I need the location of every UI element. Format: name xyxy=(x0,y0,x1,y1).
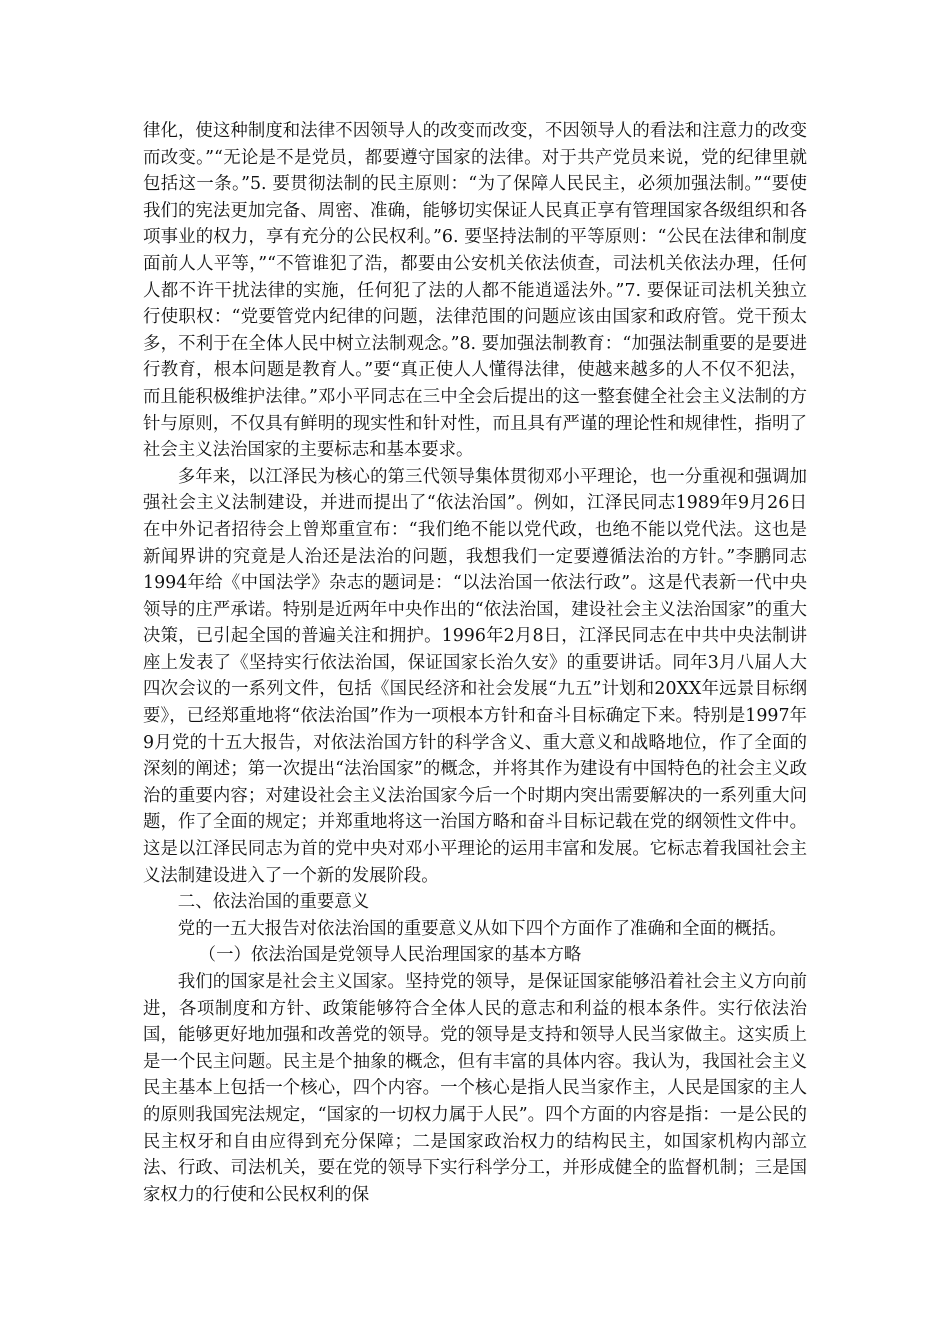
paragraph-4: 我们的国家是社会主义国家。坚持党的领导，是保证国家能够沿着社会主义方向前进，各项制度和方针、政策能够符合全体人民的意志和利益的根本条件。实行依法治国，能够更好地加强和改善党的领导。党的领导是支持和领导人民当家做主。这实质上是一个民主问题。民主是个抽象的概念，但有丰富的具体内容。我认为，我国社会主义民主基本上包括一个核心，四个内容。一个核心是指人民当家作主，人民是国家的主人的原则我国宪法规定，“国家的一切权力属于人民”。四个方面的内容是指：一是公民的民主权牙和自由应得到充分保障；二是国家政治权力的结构民主，如国家机构内部立法、行政、司法机关，要在党的领导下实行科学分工，并形成健全的监督机制；三是国家权力的行使和公民权利的保 xyxy=(143,972,807,1205)
document-page xyxy=(143,118,807,1208)
paragraph-3: 党的一五大报告对依法治国的重要意义从如下四个方面作了准确和全面的概括。 xyxy=(177,918,787,939)
paragraph-2: 多年来，以江泽民为核心的第三代领导集体贯彻邓小平理论，也一分重视和强调加强社会主义法制建设，并进而提出了“依法治国”。例如，江泽民同志1989年9月26日在中外记者招待会上曾郑重宣布：“我们绝不能以党代政，也绝不能以党代法。这也是新闻界讲的究竟是人治还是法治的问题，我想我们一定要遵循法治的方针。”李鹏同志1994年给《中国法学》杂志的题词是：“以法治国一依法行政”。这是代表新一代中央领导的庄严承诺。特别是近两年中央作出的“依法治国，建设社会主义法治国家”的重大决策，已引起全国的普遍关注和拥护。1996年2月8日，江泽民同志在中共中央法制讲座上发表了《坚持实行依法治国，保证国家长治久安》的重要讲话。同年3月八届人大四次会议的一系列文件，包括《国民经济和社会发展“九五”计划和20XX年远景目标纲要》，已经郑重地将“依法治国”作为一项根本方针和奋斗目标确定下来。特别是1997年9月党的十五大报告，对依法治国方针的科学含义、重大意义和战略地位，作了全面的深刻的阐述；第一次提出“法治国家”的概念，并将其作为建设有中国特色的社会主义政治的重要内容；对建设社会主义法治国家今后一个时期内突出需要解决的一系列重大问题，作了全面的规定；并郑重地将这一治国方略和奋斗目标记载在党的纲领性文件中。这是以江泽民同志为首的党中央对邓小平理论的运用丰富和发展。它标志着我国社会主义法制建设进入了一个新的发展阶段。 xyxy=(143,466,807,886)
subsection-heading-1: （一）依法治国是党领导人民治理国家的基本方略 xyxy=(198,945,582,966)
section-heading-2: 二、依法治国的重要意义 xyxy=(177,892,370,913)
paragraph-1: 律化，使这种制度和法律不因领导人的改变而改变，不因领导人的看法和注意力的改变而改变。”“无论是不是党员，都要遵守国家的法律。对于共产党员来说，党的纪律里就包括这一条。”5. 要贯彻法制的民主原则：“为了保障人民民主，必须加强法制。”“要使我们的宪法更加完备、周密、准确，能够切实保证人民真正享有管理国家各级组织和各项事业的权力，享有充分的公民权利。”6. 要坚持法制的平等原则：“公民在法律和制度面前人人平等，”“不管谁犯了浩，都要由公安机关依法侦查，司法机关依法办理，任何人都不许干扰法律的实施，任何犯了法的人都不能逍遥法外。”7. 要保证司法机关独立行使职权：“党要管党内纪律的问题，法律范围的问题应该由国家和政府管。党干预太多，不利于在全体人民中树立法制观念。”8. 要加强法制教育：“加强法制重要的是要进行教育，根本问题是教育人。”要“真正使人人懂得法律，使越来越多的人不仅不犯法，而且能积极维护法律。”邓小平同志在三中全会后提出的这一整套健全社会主义法制的方针与原则，不仅具有鲜明的现实性和针对性，而且具有严谨的理论性和规律性，指明了社会主义法治国家的主要标志和基本要求。 xyxy=(143,121,807,461)
